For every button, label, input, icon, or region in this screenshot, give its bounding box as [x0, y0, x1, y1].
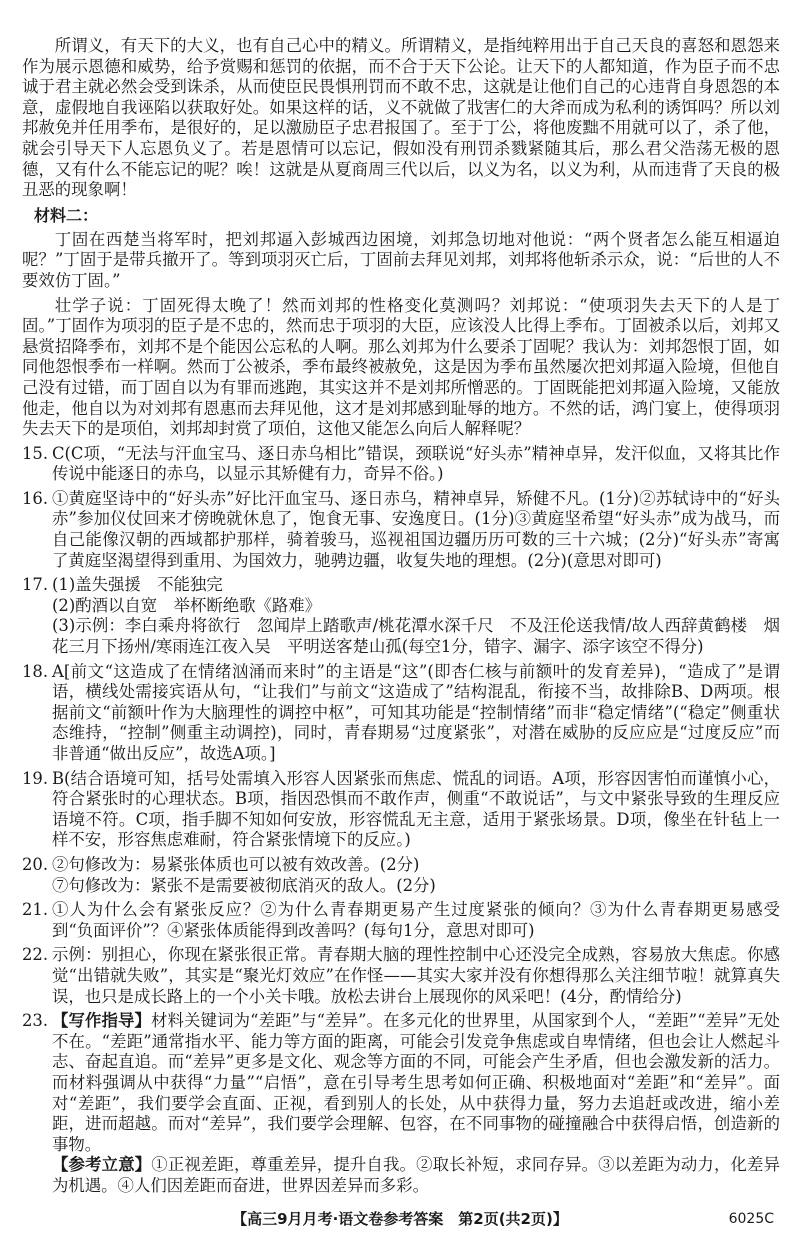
answer-text: C(C项，“无法与汗血宝马、逐日赤乌相比”错误，颈联说“好头赤”精神卓异，发汗似血，又将其比作传说中能逐日的赤乌，以显示其矫健有力，奇异不俗。): [52, 443, 780, 484]
answer-text: ②句修改为：易紧张体质也可以被有效改善。(2分): [52, 854, 420, 874]
question-number: 21.: [22, 900, 49, 920]
answer-text: ①黄庭坚诗中的“好头赤”好比汗血宝马、逐日赤乌，精神卓异，矫健不凡。(1分)②苏轼诗中的“好头赤”参加仪仗回来才傍晚就休息了，饱食无事、安逸度日。(1分)③黄庭坚希望“好头赤”成为战马，而自己能像汉朝的西域都护那样，骑着骏马，巡视祖国边疆历历可数的三十六城；(2分)“好头赤”寄寓了黄庭坚渴望得到重用、为国效力，驰骋边疆，收复失地的理想。(2分)(意思对即可): [52, 488, 780, 570]
answer-15: [22, 444, 780, 485]
answer-text: B(结合语境可知，括号处需填入形容人因紧张而焦虑、慌乱的词语。A项，形容因害怕而谨慎小心，符合紧张时的心理状态。B项，指因恐惧而不敢作声，侧重“不敢说话”，与文中紧张导致的生理反应语境不符。C项，指手脚不知如何安放，形容慌乱无主意，适用于紧张场景。D项，像坐在针毡上一样不安，形容焦虑难耐，符合紧张情境下的反应。): [52, 768, 780, 850]
material2-heading: 材料二：: [34, 205, 99, 225]
question-number: 17.: [22, 575, 49, 595]
material2-paragraph: 壮学子说：丁固死得太晚了！然而刘邦的性格变化莫测吗？刘邦说：“使项羽失去天下的人是丁固。”丁固作为项羽的臣子是不忠的，然而忠于项羽的大臣，应该没人比得上季布。丁固被杀以后，刘邦又悬赏招降季布，刘邦不是个能因公忘私的人啊。那么刘邦为什么要杀丁固呢？我认为：刘邦怨恨丁固，如同他怨恨季布一样啊。然而丁公被杀，季布最终被赦免，这是因为季布虽然屡次把刘邦逼入险境，但他自己没有过错，而丁固自以为有罪而逃跑，其实这并不是刘邦所憎恶的。丁固既能把刘邦逼入险境，又能放他走，他自以为对刘邦有恩惠而去拜见他，这才是刘邦感到耻辱的地方。不然的话，鸿门宴上，使得项羽失去天下的是项伯，刘邦却封赏了项伯，这他又能怎么向后人解释呢？: [22, 295, 780, 439]
answer-text: ①人为什么会有紧张反应？②为什么青春期更易产生过度紧张的倾向？③为什么青春期更易感受到“负面评价”？④紧张体质能得到改善吗？(每句1分，意思对即可): [52, 900, 780, 940]
answer-18: [22, 662, 780, 765]
question-number: 15.: [22, 443, 49, 463]
answer-20: [22, 855, 780, 896]
footer-title: 【高三9月月考·语文卷参考答案 第2页(共2页)】: [232, 1210, 568, 1228]
reference-ideas: [52, 1155, 780, 1196]
answer-text: (3)示例：李白乘舟将欲行 忽闻岸上踏歌声/桃花潭水深千尺 不及汪伦送我情/故人西辞黄鹤楼 烟花三月下扬州/寒雨连江夜入吴 平明送客楚山孤(每空1分，错字、漏字、添字该空不得分): [52, 616, 780, 657]
writing-guide-tag: 【写作指导】: [52, 1011, 152, 1031]
answer-text: ⑦句修改为：紧张不是需要被彻底消灭的敌人。(2分): [52, 875, 436, 895]
question-number: 20.: [22, 854, 49, 874]
answer-16: [22, 489, 780, 571]
writing-guide-text: 材料关键词为“差距”与“差异”。在多元化的世界里，从国家到个人，“差距”“差异”无处不在。“差距”通常指水平、能力等方面的距离，可能会引发竞争焦虑或自卑情绪，但也会让人燃起斗志、奋起直追。而“差异”更多是文化、观念等方面的不同，可能会产生矛盾，但也会激发新的活力。而材料强调从中获得“力量”“启悟”，意在引导考生思考如何正确、积极地面对“差距”和“差异”。面对“差距”，我们要学会直面、正视，看到别人的长处，从中获得力量，努力去追赶或改进，缩小差距，进而超越。而对“差异”，我们要学会理解、包容，在不同事物的碰撞融合中获得启悟，创造新的事物。: [52, 1011, 780, 1154]
answer-text: A[前文“这造成了在情绪汹涌而来时”的主语是“这”(即杏仁核与前额叶的发育差异)，“造成了”是谓语，横线处需接宾语从句，“让我们”与前文“这造成了”结构混乱，衔接不当，故排除B、D两项。根据前文“前额叶作为大脑理性的调控中枢”，可知其功能是“控制情绪”而非“稳定情绪”(“稳定”侧重状态维持，“控制”侧重主动调控)，同时，青春期易“过度紧张”，对潜在威胁的反应应是“过度反应”而非普通“做出反应”，故选A项。]: [52, 661, 780, 763]
answer-text: (2)酌酒以自宽 举杯断绝歌《路难》: [52, 595, 322, 615]
reference-text: ①正视差距，尊重差异，提升自我。②取长补短，求同存异。③以差距为动力，化差异为机遇。④人们因差距而奋进，世界因差异而多彩。: [52, 1155, 781, 1195]
footer-code: 6025C: [728, 1211, 774, 1227]
reference-tag: 【参考立意】: [52, 1155, 152, 1175]
answer-22: [22, 945, 780, 1007]
question-number: 18.: [22, 661, 49, 681]
question-number: 19.: [22, 768, 49, 788]
answer-text: [52, 1011, 780, 1155]
answer-17: [22, 575, 780, 657]
answer-19: [22, 769, 780, 851]
answer-23: [22, 1011, 780, 1196]
question-number: 16.: [22, 488, 49, 508]
answer-text: (1)盖失强援 不能独完: [52, 575, 223, 595]
answer-21: [22, 900, 780, 941]
question-number: 23.: [22, 1011, 49, 1031]
material1-paragraph: 所谓义，有天下的大义，也有自己心中的精义。所谓精义，是指纯粹用出于自己天良的喜怒和恩怨来作为展示恩德和威势，给予赏赐和惩罚的依据，而不合于天下公论。让天下的人都知道，作为臣子而不忠诚于君主就必然会受到诛杀，从而使臣民畏惧刑罚而不敢不忠，这就是让他们自己的心违背自身恩怨的本意，虚假地自我诬陷以获取好处。如果这样的话，义不就做了戕害仁的大斧而成为私利的诱饵吗？所以刘邦赦免并任用季布，是很好的，足以激励臣子忠君报国了。至于丁公，将他废黜不用就可以了，杀了他，就会引导天下人忘恩负义了。若是恩情可以忘记，假如没有刑罚杀戮紧随其后，那么君父浩荡无极的恩德，又有什么不能忘记的呢？唉！这就是从夏商周三代以后，以义为名，以义为利，从而违背了天良的极丑恶的现象啊！: [22, 36, 780, 200]
answer-document: [22, 36, 780, 1200]
material2-paragraph: 丁固在西楚当将军时，把刘邦逼入彭城西边困境，刘邦急切地对他说：“两个贤者怎么能互相逼迫呢？”丁固于是带兵撤开了。等到项羽灭亡后，丁固前去拜见刘邦，刘邦将他斩杀示众，说：“后世的人不要效仿丁固。”: [22, 229, 780, 290]
question-number: 22.: [22, 945, 49, 965]
page-footer: [0, 1208, 800, 1232]
answer-text: 示例：别担心，你现在紧张很正常。青春期大脑的理性控制中心还没完全成熟，容易放大焦虑。你感觉“出错就失败”，其实是“聚光灯效应”在作怪——其实大家并没有你想得那么关注细节啦！就算真失误，也只是成长路上的一个小关卡哦。放松去讲台上展现你的风采吧！(4分，酌情给分): [52, 945, 780, 1006]
